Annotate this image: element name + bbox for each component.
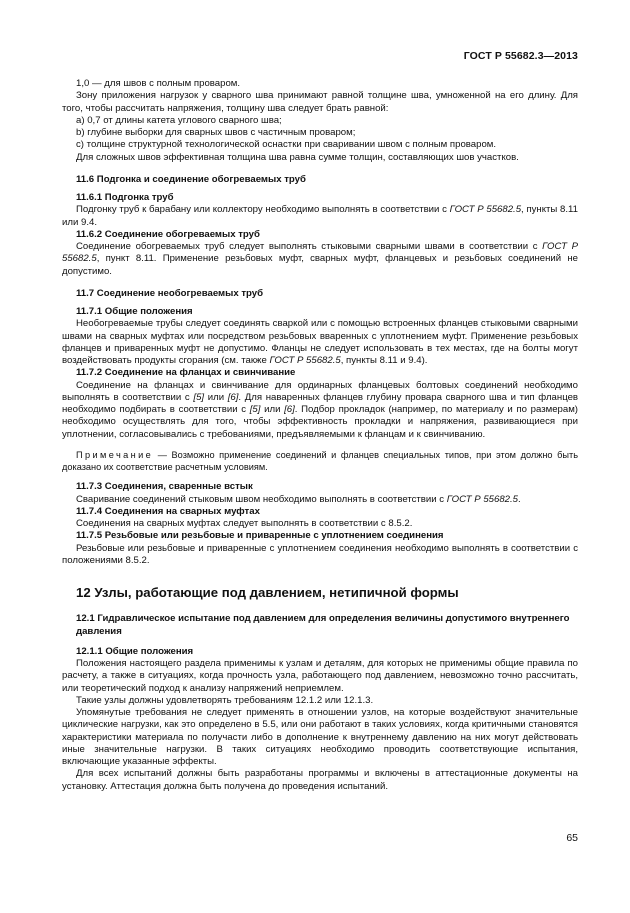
citation: [5]: [249, 404, 261, 415]
subsection-heading-12-1-1: 12.1.1 Общие положения: [76, 645, 194, 657]
citation: [6]: [284, 404, 295, 415]
subsection-heading-11-7-1: 11.7.1 Общие положения: [76, 306, 193, 317]
page-number: 65: [566, 832, 578, 844]
paragraph: Для сложных швов эффективная толщина шва равна сумме толщин, составляющих шов участков.: [76, 151, 519, 163]
list-item: b) глубине выборки для сварных швов с частичным проваром;: [76, 127, 356, 138]
paragraph: Соединение на фланцах и свинчивание для ординарных фланцевых болтовых соединений необходимо выполнять в соответствии с [5] или [6]. Для наваренных фланцев глубину провара сварного шва и тип фланцев необходимо подбирать в соответствии с [5] или [6]. Подбор прокладок (например, по материалу и по размерам) необходимо осуществлять для того, чтобы эффективность прокладки и напряжения, развивающиеся при уплотнении, согласовывались с требованиями, предъявляемыми к фланцам и к свинчиванию.: [62, 379, 579, 440]
standard-reference: ГОСТ Р 55682.5: [62, 241, 578, 265]
page-content: [62, 78, 578, 793]
subsection-heading-11-7-4: 11.7.4 Соединения на сварных муфтах: [76, 505, 260, 517]
subsection-heading-11-6-2: 11.6.2 Соединение обогреваемых труб: [76, 228, 260, 240]
paragraph: Такие узлы должны удовлетворять требованиям 12.1.2 или 12.1.3.: [76, 694, 374, 706]
paragraph: Подгонку труб к барабану или коллектору необходимо выполнять в соответствии с ГОСТ Р 55682.5, пункты 8.11 или 9.4.: [62, 204, 579, 228]
citation: [5]: [193, 391, 205, 403]
subsection-heading-11-7-3: 11.7.3 Соединения, сваренные встык: [76, 481, 253, 493]
paragraph: Положения настоящего раздела применимы к узлам и деталям, для которых не применимы общие правила по расчету, а также в ситуациях, когда прочность узла, работающего под давлением, невозможно точно рассчитать, или теоретический подход к анализу напряжений неприемлем.: [62, 658, 578, 694]
paragraph: Соединения на сварных муфтах следует выполнять в соответствии с 8.5.2.: [76, 518, 413, 529]
subsection-heading-11-6-1: 11.6.1 Подгонка труб: [76, 192, 174, 203]
citation: [6]: [227, 391, 239, 403]
paragraph: Зону приложения нагрузок у сварного шва принимают равной толщине шва, умноженной на его длину. Для того, чтобы рассчитать напряжения, толщину шва следует брать равной:: [62, 90, 578, 114]
note-label: Примечание: [76, 449, 154, 460]
paragraph: Упомянутые требования не следует применять в отношении узлов, на которые воздействуют значительные циклические нагрузки, как это определено в 5.5, или они работают в таких условиях, когда критичными становятся характеристики материала по получасти либо в дополнение к внутреннему давлению на них могут действовать иные значительные нагрузки. В таких ситуациях необходимо проводить соответствующие испытания, включающие указанные эффекты.: [62, 707, 578, 767]
paragraph: Резьбовые или резьбовые и приваренные с уплотнением соединения необходимо выполнять в соответствии с положениями 8.5.2.: [62, 542, 578, 566]
chapter-heading-12: 12 Узлы, работающие под давлением, нетипичной формы: [76, 585, 459, 600]
standard-reference: ГОСТ Р 55682.5: [446, 493, 519, 505]
subsection-heading-11-7-5: 11.7.5 Резьбовые или резьбовые и приваренные с уплотнением соединения: [76, 530, 444, 542]
list-item: c) толщине структурной технологической оснастки при сваривании швом с полным проваром.: [76, 139, 497, 151]
standard-reference: ГОСТ Р 55682.5: [269, 355, 341, 366]
spacer: [62, 638, 578, 646]
section-heading-11-6: 11.6 Подгонка и соединение обогреваемых труб: [76, 173, 306, 185]
paragraph: 1,0 — для швов с полным проваром.: [76, 78, 241, 89]
standard-header: ГОСТ Р 55682.3—2013: [463, 50, 578, 62]
paragraph: Соединение обогреваемых труб следует выполнять стыковыми сварными швами в соответствии с ГОСТ Р 55682.5, пункт 8.11. Применение резьбовых муфт, сварных муфт, фланцевых и резьбовых соединений не допустимо.: [62, 241, 578, 277]
standard-reference: ГОСТ Р 55682.5: [449, 204, 522, 216]
list-item: a) 0,7 от длины катета углового сварного шва;: [76, 114, 282, 126]
note: Примечание — Возможно применение соединений и фланцев специальных типов, при этом должно быть доказано их соответствие расчетным условиям.: [62, 449, 578, 472]
paragraph: Необогреваемые трубы следует соединять сваркой или с помощью встроенных фланцев стыковыми сварными швами на сварных муфтах или посредством резьбовых вваренных с уплотнением муфт. Применение резьбовых фланцев и приваренных муфт не допустимо. Фланцы не следует использовать в тех местах, где на болты могут воздействовать продукты сгорания (см. также ГОСТ Р 55682.5, пункты 8.11 и 9.4).: [62, 318, 578, 366]
paragraph: Для всех испытаний должны быть разработаны программы и включены в аттестационные документы на установку. Аттестация должна быть получена до проведения испытаний.: [62, 768, 578, 792]
subsection-heading-11-7-2: 11.7.2 Соединение на фланцах и свинчивание: [76, 367, 296, 379]
section-heading-12-1: 12.1 Гидравлическое испытание под давлением для определения величины допустимого внутреннего давления: [76, 613, 570, 637]
paragraph: Сваривание соединений стыковым швом необходимо выполнять в соответствии с ГОСТ Р 55682.5.: [76, 493, 521, 505]
section-heading-11-7: 11.7 Соединение необогреваемых труб: [76, 287, 264, 299]
